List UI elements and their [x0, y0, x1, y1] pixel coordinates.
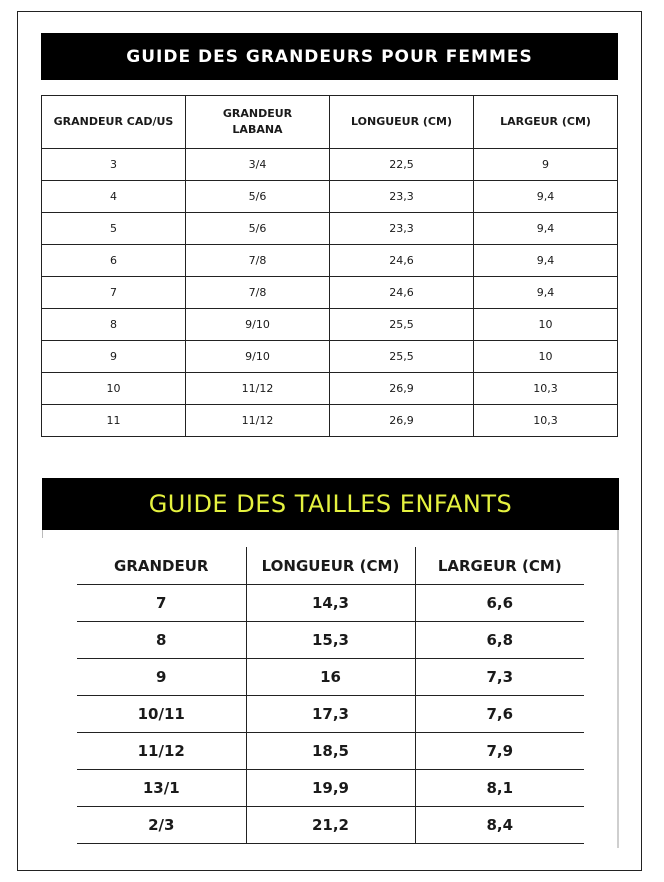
divider [617, 530, 619, 848]
table-cell: 7/8 [186, 277, 330, 309]
table-cell: 9 [42, 341, 186, 373]
divider [42, 530, 43, 538]
table-cell: 18,5 [246, 733, 415, 770]
table-cell: 19,9 [246, 770, 415, 807]
table-cell: 24,6 [330, 245, 474, 277]
table-header-row [77, 547, 584, 585]
table-cell: 9/10 [186, 309, 330, 341]
header-largeur: LARGEUR (CM) [474, 96, 618, 149]
table-row [77, 622, 584, 659]
table-cell: 21,2 [246, 807, 415, 844]
table-cell: 7 [77, 585, 246, 622]
table-cell: 16 [246, 659, 415, 696]
table-row [77, 585, 584, 622]
table-cell: 7,3 [415, 659, 584, 696]
table-cell: 8 [42, 309, 186, 341]
header-longueur: LONGUEUR (CM) [246, 547, 415, 585]
table-row [42, 245, 618, 277]
table-cell: 5/6 [186, 181, 330, 213]
table-cell: 23,3 [330, 213, 474, 245]
table-cell: 7 [42, 277, 186, 309]
table-cell: 10 [42, 373, 186, 405]
table-row [42, 405, 618, 437]
table-cell: 11/12 [186, 405, 330, 437]
table-cell: 25,5 [330, 309, 474, 341]
table-row [77, 696, 584, 733]
header-grandeur-cad-us: GRANDEUR CAD/US [42, 96, 186, 149]
table-cell: 6,6 [415, 585, 584, 622]
table-cell: 8 [77, 622, 246, 659]
table-cell: 9,4 [474, 277, 618, 309]
table-cell: 7,6 [415, 696, 584, 733]
table-cell: 9,4 [474, 181, 618, 213]
table-cell: 5 [42, 213, 186, 245]
table-cell: 9/10 [186, 341, 330, 373]
table-row [42, 373, 618, 405]
table-cell: 26,9 [330, 405, 474, 437]
table-cell: 9,4 [474, 245, 618, 277]
table-row [42, 277, 618, 309]
header-grandeur-labana: GRANDEUR LABANA [186, 96, 330, 149]
table-cell: 10 [474, 341, 618, 373]
table-cell: 9 [474, 149, 618, 181]
table-cell: 10/11 [77, 696, 246, 733]
table-cell: 25,5 [330, 341, 474, 373]
table-row [42, 149, 618, 181]
table-cell: 10,3 [474, 373, 618, 405]
table-cell: 17,3 [246, 696, 415, 733]
table-cell: 3 [42, 149, 186, 181]
women-guide-title: GUIDE DES GRANDEURS POUR FEMMES [41, 33, 618, 80]
table-cell: 22,5 [330, 149, 474, 181]
header-longueur: LONGUEUR (CM) [330, 96, 474, 149]
kids-guide-title: GUIDE DES TAILLES ENFANTS [42, 478, 619, 530]
table-cell: 23,3 [330, 181, 474, 213]
table-cell: 8,1 [415, 770, 584, 807]
kids-size-table [77, 547, 584, 844]
table-cell: 6,8 [415, 622, 584, 659]
table-row [42, 309, 618, 341]
table-cell: 5/6 [186, 213, 330, 245]
table-cell: 11 [42, 405, 186, 437]
table-cell: 11/12 [77, 733, 246, 770]
table-cell: 3/4 [186, 149, 330, 181]
header-grandeur: GRANDEUR [77, 547, 246, 585]
table-row [77, 807, 584, 844]
table-cell: 7,9 [415, 733, 584, 770]
table-cell: 2/3 [77, 807, 246, 844]
table-row [77, 770, 584, 807]
table-cell: 4 [42, 181, 186, 213]
table-cell: 11/12 [186, 373, 330, 405]
table-cell: 8,4 [415, 807, 584, 844]
table-row [77, 659, 584, 696]
table-cell: 7/8 [186, 245, 330, 277]
table-cell: 14,3 [246, 585, 415, 622]
table-row [42, 213, 618, 245]
table-cell: 10 [474, 309, 618, 341]
table-cell: 24,6 [330, 277, 474, 309]
header-largeur: LARGEUR (CM) [415, 547, 584, 585]
table-cell: 26,9 [330, 373, 474, 405]
table-header-row [42, 96, 618, 149]
table-cell: 15,3 [246, 622, 415, 659]
table-row [42, 181, 618, 213]
table-cell: 13/1 [77, 770, 246, 807]
table-cell: 10,3 [474, 405, 618, 437]
women-size-table [41, 95, 618, 437]
table-cell: 6 [42, 245, 186, 277]
table-row [42, 341, 618, 373]
table-cell: 9 [77, 659, 246, 696]
table-row [77, 733, 584, 770]
table-cell: 9,4 [474, 213, 618, 245]
